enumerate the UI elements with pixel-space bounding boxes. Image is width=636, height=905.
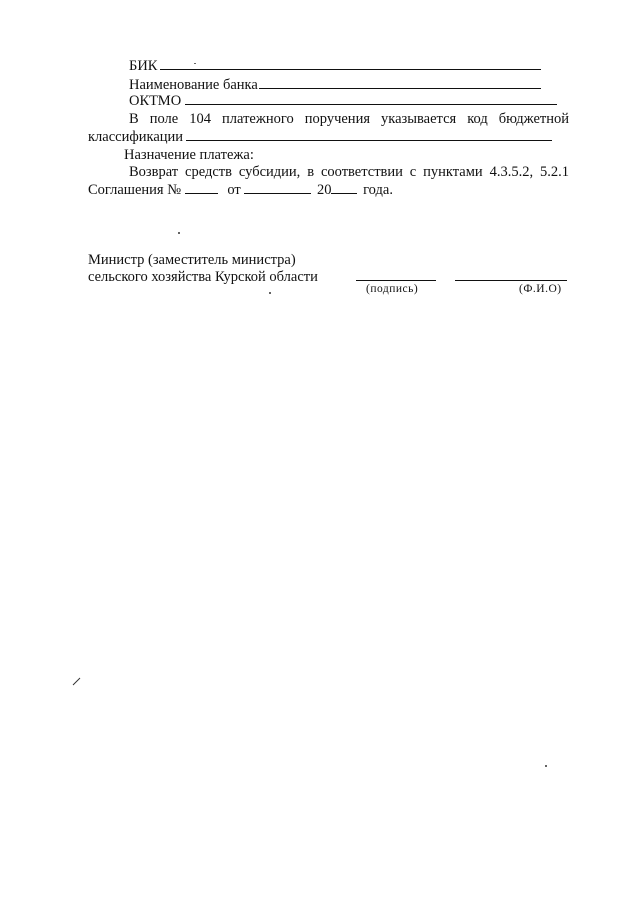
name-blank (455, 280, 567, 281)
scan-speck (194, 63, 196, 64)
oktmo-line (129, 92, 557, 110)
bik-line (129, 57, 541, 75)
year-blank (331, 181, 357, 194)
signatory-title-line1: Министр (заместитель министра) (88, 252, 296, 268)
agreement-date-blank (244, 181, 311, 194)
oktmo-blank (185, 92, 557, 105)
agreement-label: Соглашения № (88, 182, 182, 198)
signatory-title-line2: сельского хозяйства Курской области (88, 269, 318, 285)
agreement-number-blank (185, 181, 218, 194)
field104-line2 (88, 128, 552, 146)
scan-speck (178, 232, 180, 234)
payment-purpose-line2 (88, 181, 393, 199)
year-suffix: года. (363, 182, 393, 198)
scan-mark (72, 676, 82, 686)
bik-label: БИК (129, 58, 158, 74)
payment-purpose-label: Назначение платежа: (124, 147, 254, 163)
bank-name-blank (259, 76, 541, 89)
payment-purpose-line1: Возврат средств субсидии, в соответствии с пунктами 4.3.5.2, 5.2.1 (129, 164, 569, 180)
name-caption: (Ф.И.О) (519, 283, 562, 295)
classification-label: классификации (88, 129, 184, 145)
signature-caption: (подпись) (366, 283, 419, 295)
field104-line1: В поле 104 платежного поручения указывается код бюджетной (129, 111, 569, 127)
bank-name-label: Наименование банка (129, 77, 258, 93)
from-label: от (227, 182, 241, 198)
signature-blank (356, 280, 436, 281)
year-prefix: 20 (316, 182, 332, 198)
scan-speck (269, 292, 271, 294)
bik-blank (160, 57, 541, 70)
scan-speck (545, 765, 547, 767)
classification-blank (186, 128, 552, 141)
oktmo-label: ОКТМО (129, 93, 182, 109)
